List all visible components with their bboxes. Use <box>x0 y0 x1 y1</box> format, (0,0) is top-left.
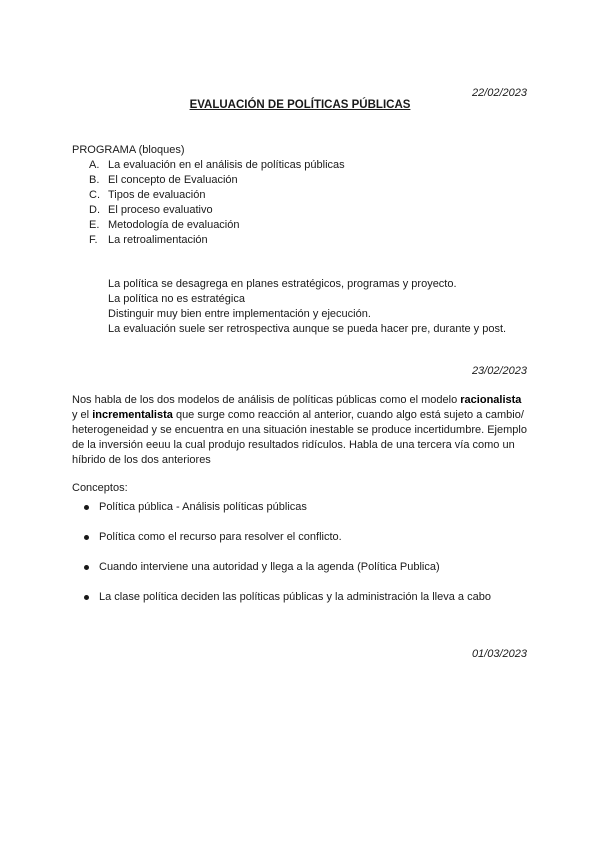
conceptos-heading: Conceptos: <box>72 482 128 494</box>
list-item-text: La retroalimentación <box>108 234 208 246</box>
list-marker: D. <box>89 204 100 216</box>
note-line: Distinguir muy bien entre implementación y ejecución. <box>108 308 371 320</box>
list-item <box>72 218 528 233</box>
note-line: La evaluación suele ser retrospectiva aunque se pueda hacer pre, durante y post. <box>108 323 507 335</box>
list-item <box>72 530 528 560</box>
note-line: La política se desagrega en planes estratégicos, programas y proyecto. <box>108 278 457 290</box>
bullet-icon <box>84 505 89 510</box>
list-item <box>72 233 528 248</box>
models-paragraph <box>72 393 528 468</box>
list-marker: B. <box>89 174 100 186</box>
bullet-icon <box>84 565 89 570</box>
list-item-text: Tipos de evaluación <box>108 189 206 201</box>
list-marker: F. <box>89 234 98 246</box>
paragraph-text: que surge como reacción al anterior, cuando algo está sujeto a cambio/ heterogeneidad y se encuentra en una situación inestable se produce incertidumbre. Ejemplo de la inversión eeuu la cual produjo resultados ridículos. Habla de una tercera vía como un híbrido de los dos anteriores <box>72 409 527 466</box>
list-marker: A. <box>89 159 100 171</box>
bullet-icon <box>84 595 89 600</box>
page-title: EVALUACIÓN DE POLÍTICAS PÚBLICAS <box>189 99 411 111</box>
notes-section <box>108 277 538 337</box>
programa-heading: PROGRAMA (bloques) <box>72 144 185 156</box>
list-item-text: Metodología de evaluación <box>108 219 240 231</box>
note-line: La política no es estratégica <box>108 293 245 305</box>
list-item-text: El concepto de Evaluación <box>108 174 238 186</box>
list-item-text: Cuando interviene una autoridad y llega a la agenda (Política Publica) <box>99 561 440 573</box>
list-item <box>72 203 528 218</box>
list-item <box>72 560 528 590</box>
list-item <box>72 500 528 530</box>
conceptos-list <box>72 500 528 620</box>
date-3: 01/03/2023 <box>471 648 527 660</box>
list-marker: C. <box>89 189 100 201</box>
paragraph-text: y el <box>72 409 93 421</box>
paragraph-text: Nos habla de los dos modelos de análisis de políticas públicas como el modelo <box>72 394 461 406</box>
bullet-icon <box>84 535 89 540</box>
programa-list <box>72 158 528 248</box>
list-item-text: La clase política deciden las políticas públicas y la administración la lleva a cabo <box>99 591 491 603</box>
date-2: 23/02/2023 <box>471 365 527 377</box>
paragraph-bold-term: incrementalista <box>92 409 173 421</box>
programa-section <box>72 143 528 248</box>
list-item <box>72 590 528 620</box>
list-item <box>72 188 528 203</box>
paragraph-bold-term: racionalista <box>460 394 522 406</box>
list-marker: E. <box>89 219 100 231</box>
list-item <box>72 173 528 188</box>
list-item <box>72 158 528 173</box>
date-1: 22/02/2023 <box>471 87 527 99</box>
list-item-text: La evaluación en el análisis de políticas públicas <box>108 159 345 171</box>
list-item-text: Política pública - Análisis políticas públicas <box>99 501 307 513</box>
list-item-text: Política como el recurso para resolver el conflicto. <box>99 531 342 543</box>
list-item-text: El proceso evaluativo <box>108 204 213 216</box>
